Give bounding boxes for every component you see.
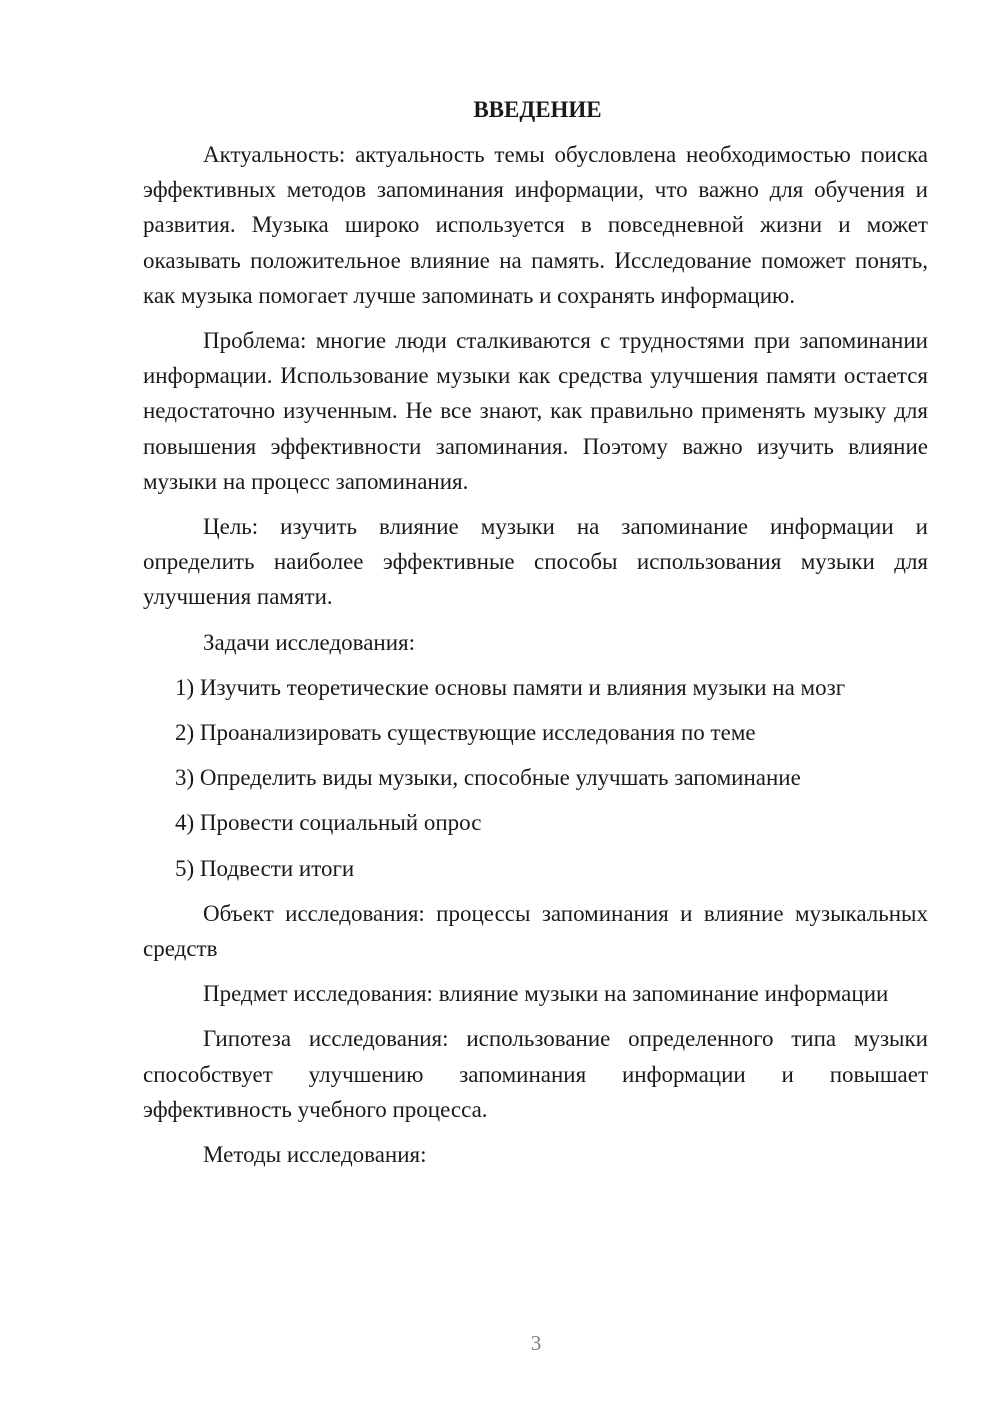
page-content <box>143 92 928 1182</box>
paragraph-goal: Цель: изучить влияние музыки на запоминание информации и определить наиболее эффективные способы использования музыки для улучшения памяти. <box>143 514 928 610</box>
methods-heading: Методы исследования: <box>203 1142 427 1168</box>
paragraph-relevance: Актуальность: актуальность темы обусловлена необходимостью поиска эффективных методов запоминания информации, что важно для обучения и развития. Музыка широко используется в повседневной жизни и может оказывать положительное влияние на память. Исследование поможет понять, как музыка помогает лучше запоминать и сохранять информацию. <box>143 142 928 308</box>
list-item: 1) Изучить теоретические основы памяти и влияния музыки на мозг <box>175 674 846 700</box>
page-number: 3 <box>530 1331 542 1355</box>
tasks-heading: Задачи исследования: <box>203 629 416 655</box>
list-item: 4) Провести социальный опрос <box>175 810 482 836</box>
list-item: 3) Определить виды музыки, способные улучшать запоминание <box>175 765 801 791</box>
paragraph-hypothesis: Гипотеза исследования: использование определенного типа музыки способствует улучшению запоминания информации и повышает эффективность учебного процесса. <box>143 1026 928 1122</box>
tasks-list <box>143 670 928 886</box>
list-item: 5) Подвести итоги <box>175 855 355 881</box>
paragraph-object: Объект исследования: процессы запоминания и влияние музыкальных средств <box>143 900 928 962</box>
paragraph-problem: Проблема: многие люди сталкиваются с трудностями при запоминании информации. Использование музыки как средства улучшения памяти остается недостаточно изученным. Не все знают, как правильно применять музыку для повышения эффективности запоминания. Поэтому важно изучить влияние музыки на процесс запоминания. <box>143 328 928 494</box>
section-title: ВВЕДЕНИЕ <box>473 97 602 122</box>
list-item: 2) Проанализировать существующие исследования по теме <box>175 720 756 746</box>
paragraph-subject: Предмет исследования: влияние музыки на запоминание информации <box>203 981 889 1007</box>
